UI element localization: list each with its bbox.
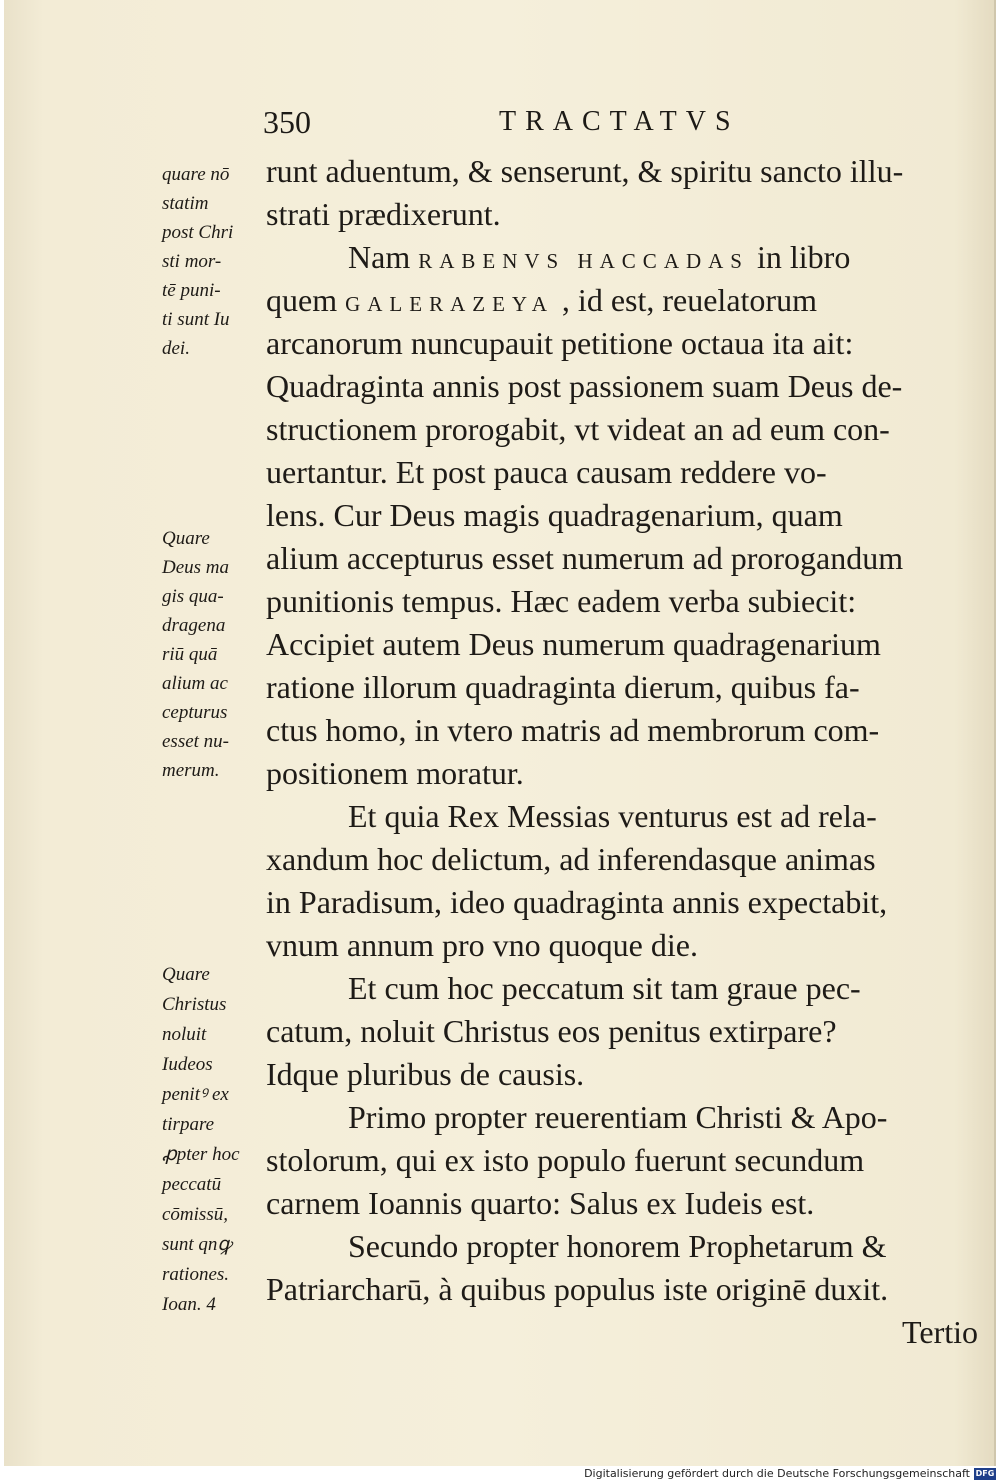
text-line: Patriarcharū, à quibus populus iste originē duxit.	[266, 1271, 889, 1307]
margin-note-line: dragena	[162, 615, 226, 636]
text-fragment: quem	[266, 282, 346, 318]
margin-note-line: merum.	[162, 760, 220, 781]
text-line: runt aduentum, & senserunt, & spiritu sancto illu-	[266, 153, 904, 189]
margin-note-2	[162, 524, 274, 785]
margin-note-line: Christus	[162, 994, 227, 1015]
margin-note-line: tirpare	[162, 1114, 215, 1135]
text-line: stolorum, qui ex isto populo fuerunt secundum	[266, 1142, 865, 1178]
catchword: Tertio	[902, 1314, 978, 1350]
page-header	[259, 100, 979, 140]
page-number: 350	[263, 104, 311, 140]
text-line: catum, noluit Christus eos penitus extirpare?	[266, 1013, 837, 1049]
text-line	[266, 279, 984, 322]
margin-note-line: esset nu-	[162, 731, 230, 752]
text-line: vnum annum pro vno quoque die.	[266, 927, 698, 963]
text-line: Secundo propter honorem Prophetarum &	[348, 1228, 887, 1264]
text-line: ctus homo, in vtero matris ad membrorum com-	[266, 712, 880, 748]
text-line: ratione illorum quadraginta dierum, quibus fa-	[266, 669, 860, 705]
margin-note-line: cepturus	[162, 702, 228, 723]
text-fragment: Nam	[348, 239, 419, 275]
text-line: Accipiet autem Deus numerum quadragenarium	[266, 626, 881, 662]
margin-note-line: gis qua-	[162, 586, 224, 607]
margin-note-line: rationes.	[162, 1264, 230, 1285]
margin-note-line: tē puni-	[162, 280, 221, 301]
text-fragment: in libro	[749, 239, 851, 275]
text-line: Et quia Rex Messias venturus est ad rela-	[348, 798, 877, 834]
margin-note-line: ꝓpter hoc	[162, 1144, 240, 1165]
margin-note-line: statim	[162, 193, 209, 214]
margin-note-line: sunt qnꝙ	[162, 1234, 232, 1255]
digitization-footer	[0, 1466, 1000, 1482]
margin-note-line: Ioan. 4	[162, 1294, 216, 1315]
text-line: Idque pluribus de causis.	[266, 1056, 585, 1092]
margin-note-line: Iudeos	[162, 1054, 213, 1075]
text-line: uertantur. Et post pauca causam reddere vo-	[266, 454, 827, 490]
text-line: alium accepturus esset numerum ad prorogandum	[266, 540, 904, 576]
margin-note-line: sti mor-	[162, 251, 222, 272]
margin-note-line: post Chri	[162, 222, 234, 243]
margin-note-line: Quare	[162, 528, 210, 549]
text-line: arcanorum nuncupauit petitione octaua ita ait:	[266, 325, 854, 361]
text-line: xandum hoc delictum, ad inferendasque animas	[266, 841, 876, 877]
author-name: RABENVS HACCADAS	[418, 249, 749, 273]
body-text	[266, 150, 984, 1354]
margin-note-3	[162, 960, 274, 1320]
margin-note-line: Deus ma	[162, 557, 230, 578]
text-line	[266, 236, 984, 279]
margin-note-line: peccatū	[162, 1174, 222, 1195]
dfg-logo-icon: DFG	[975, 1469, 995, 1478]
funding-credit: Digitalisierung gefördert durch die Deutsche Forschungsgemeinschaft	[584, 1467, 970, 1480]
text-fragment: , id est, reuelatorum	[553, 282, 817, 318]
margin-note-line: riū quā	[162, 644, 218, 665]
text-line: punitionis tempus. Hæc eadem verba subiecit:	[266, 583, 857, 619]
text-line: carnem Ioannis quarto: Salus ex Iudeis est.	[266, 1185, 815, 1221]
book-page	[4, 0, 996, 1466]
margin-note-line: ti sunt Iu	[162, 309, 230, 330]
margin-note-line: quare nō	[162, 164, 230, 185]
book-title: GALERAZEYA	[345, 292, 554, 316]
text-line: in Paradisum, ideo quadraginta annis expectabit,	[266, 884, 888, 920]
text-line: structionem prorogabit, vt videat an ad eum con-	[266, 411, 890, 447]
text-line: lens. Cur Deus magis quadragenarium, quam	[266, 497, 843, 533]
margin-note-1	[162, 160, 274, 363]
text-line: positionem moratur.	[266, 755, 524, 791]
margin-note-line: noluit	[162, 1024, 207, 1045]
margin-note-line: alium ac	[162, 673, 228, 694]
text-line: Et cum hoc peccatum sit tam graue pec-	[348, 970, 861, 1006]
margin-note-line: dei.	[162, 338, 190, 359]
text-line: Quadraginta annis post passionem suam Deus de-	[266, 368, 903, 404]
margin-note-line: penitꝰ ex	[162, 1084, 229, 1105]
text-line: Primo propter reuerentiam Christi & Apo-	[348, 1099, 888, 1135]
margin-note-line: Quare	[162, 964, 210, 985]
text-line: strati prædixerunt.	[266, 196, 501, 232]
margin-note-line: cōmissū,	[162, 1204, 228, 1225]
running-head: TRACTATVS	[499, 106, 740, 137]
